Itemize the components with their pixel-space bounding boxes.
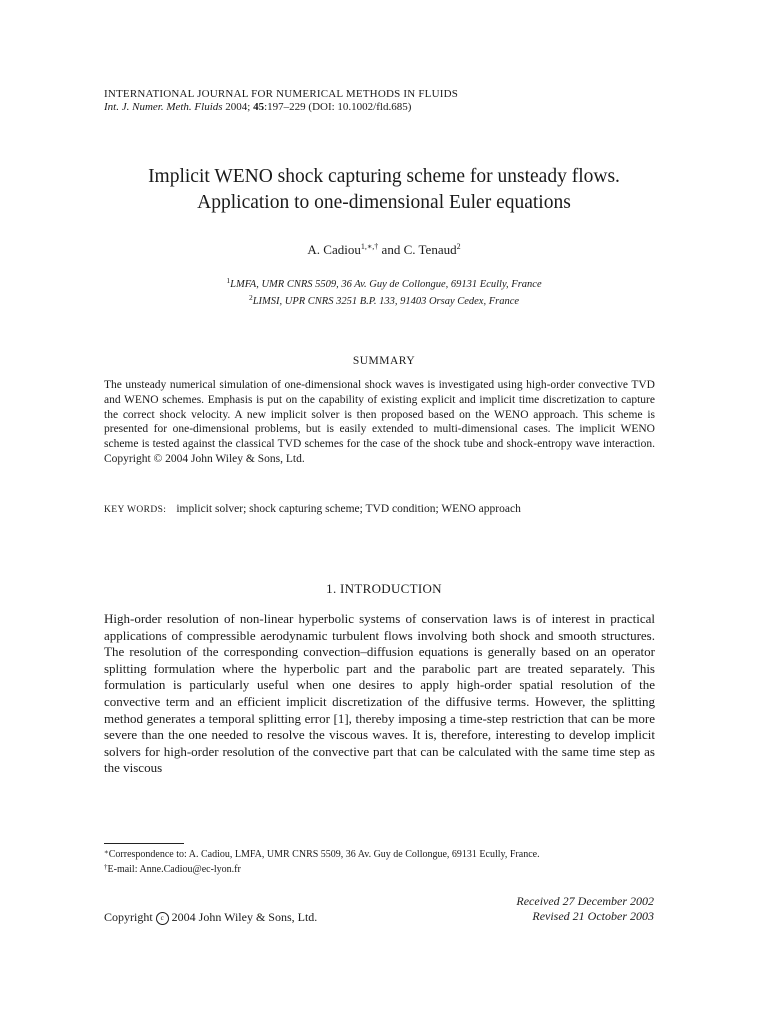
footnotes xyxy=(104,846,664,876)
revised-date: Revised 21 October 2003 xyxy=(532,909,654,923)
author-1-marks: 1,∗,† xyxy=(360,242,379,251)
section-heading-introduction: 1. INTRODUCTION xyxy=(326,581,442,596)
received-dates xyxy=(404,894,654,924)
keywords xyxy=(104,503,664,515)
copyright-notice xyxy=(104,910,404,925)
footnote-divider xyxy=(104,843,184,844)
footnote-correspondence xyxy=(104,846,664,861)
affiliations xyxy=(104,274,664,308)
authors xyxy=(104,242,664,258)
paper-title xyxy=(64,164,704,216)
journal-header xyxy=(104,88,664,114)
copyright-suffix: 2004 John Wiley & Sons, Ltd. xyxy=(171,910,318,924)
affiliation-2-mark: 2 xyxy=(248,293,253,302)
copyright-symbol: c xyxy=(156,912,169,925)
affiliation-1-mark: 1 xyxy=(226,276,231,285)
journal-name: INTERNATIONAL JOURNAL FOR NUMERICAL METHODS IN FLUIDS xyxy=(104,88,459,100)
introduction-text: High-order resolution of non-linear hyperbolic systems of conservation laws is of interest in practical applications of compressible aerodynamic turbulent flows involving both shock and smooth structures. The resolution of the corresponding convection–diffusion equations is generally based on an operator splitting formulation where the hyperbolic part and the parabolic part are treated separately. This formulation is particularly useful when one desires to apply high-order spatial resolution of the convective term and an efficient implicit discretization of the diffusive terms. However, the splitting method generates a temporal splitting error [1], thereby imposing a time-step restriction that can be more severe than the one needed to resolve the viscous waves. It is, therefore, interesting to develop implicit solvers for high-order resolution of the convective part that can be calculated with the same time step as the viscous xyxy=(104,611,655,776)
affiliation-2 xyxy=(104,291,664,308)
affiliation-2-text: LIMSI, UPR CNRS 3251 B.P. 133, 91403 Orsay Cedex, France xyxy=(252,296,520,307)
citation-pages-doi: :197–229 (DOI: 10.1002/fld.685) xyxy=(264,101,412,113)
summary-text: The unsteady numerical simulation of one-dimensional shock waves is investigated using high-order convective TVD and WENO schemes. Emphasis is put on the capability of existing explicit and implicit time discretization to capture the correct shock velocity. A new implicit solver is then proposed based on the WENO approach. This scheme is presented for one-dimensional problems, but is easily extended to multi-dimensional cases. The implicit WENO scheme is tested against the classical TVD schemes for the case of the shock tube and shock-entropy wave interaction. Copyright © 2004 John Wiley & Sons, Ltd. xyxy=(104,379,655,465)
author-2-marks: 2 xyxy=(456,242,461,251)
citation-abbrev: Int. J. Numer. Meth. Fluids xyxy=(104,101,223,113)
title-line-2: Application to one-dimensional Euler equations xyxy=(197,192,571,213)
author-separator: and xyxy=(378,242,404,257)
affiliation-1-text: LMFA, UMR CNRS 5509, 36 Av. Guy de Collongue, 69131 Ecully, France xyxy=(230,279,542,290)
title-line-1: Implicit WENO shock capturing scheme for unsteady flows. xyxy=(148,166,620,187)
keywords-values: implicit solver; shock capturing scheme; TVD condition; WENO approach xyxy=(176,503,521,515)
keywords-label: KEY WORDS: xyxy=(104,505,167,515)
citation-year: 2004; xyxy=(225,101,251,113)
citation-volume: 45 xyxy=(253,101,265,113)
footnote-2-mark: † xyxy=(104,863,108,871)
author-2: C. Tenaud xyxy=(403,242,457,257)
footnote-1-mark: ∗ xyxy=(104,848,109,856)
footnote-2-text: E-mail: Anne.Cadiou@ec-lyon.fr xyxy=(107,864,241,875)
affiliation-1 xyxy=(104,274,664,291)
footnote-1-text: Correspondence to: A. Cadiou, LMFA, UMR CNRS 5509, 36 Av. Guy de Collongue, 69131 Ecully, France. xyxy=(108,849,540,860)
citation xyxy=(104,101,664,114)
author-1: A. Cadiou xyxy=(307,242,361,257)
footnote-email xyxy=(104,861,664,876)
summary-heading: SUMMARY xyxy=(352,355,416,367)
copyright-prefix: Copyright xyxy=(104,910,153,924)
received-date: Received 27 December 2002 xyxy=(516,894,654,908)
